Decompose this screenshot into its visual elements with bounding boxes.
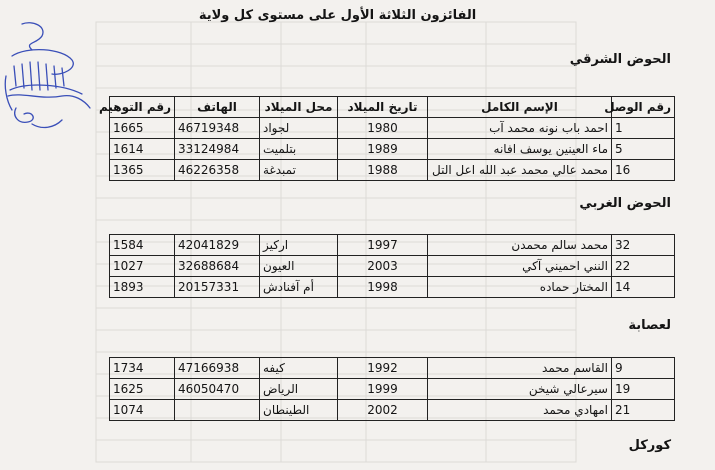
- score-cell: 1665: [110, 118, 175, 139]
- phone-cell: 46226358: [175, 160, 260, 181]
- winners-table-hodh-charghi: [98, 96, 675, 181]
- year-cell: 1998: [338, 277, 428, 298]
- name-cell: امهادي محمد: [428, 400, 612, 421]
- header-receipt: رقم الوصل: [612, 97, 675, 118]
- year-cell: 1988: [338, 160, 428, 181]
- receipt-cell: 22: [612, 256, 675, 277]
- year-cell: 2003: [338, 256, 428, 277]
- score-cell: 1584: [110, 235, 175, 256]
- place-cell: اركيز: [260, 235, 338, 256]
- name-cell: ماء العينين يوسف افانه: [428, 139, 612, 160]
- header-birth-place: محل الميلاد: [260, 97, 338, 118]
- section-title-assaba: لعصابة: [628, 318, 671, 333]
- name-cell: محمد سالم محمدن: [428, 235, 612, 256]
- winners-table-hodh-gharbi: [109, 234, 675, 298]
- place-cell: كيفه: [260, 358, 338, 379]
- table-row: [110, 160, 675, 181]
- receipt-cell: 5: [612, 139, 675, 160]
- phone-cell: 33124984: [175, 139, 260, 160]
- table-row: [110, 235, 675, 256]
- year-cell: 1997: [338, 235, 428, 256]
- score-cell: 1614: [110, 139, 175, 160]
- place-cell: الرياض: [260, 379, 338, 400]
- name-cell: القاسم محمد: [428, 358, 612, 379]
- name-cell: احمد باب نونه محمد آب: [428, 118, 612, 139]
- table-row: [110, 118, 675, 139]
- phone-cell: 46050470: [175, 379, 260, 400]
- year-cell: 1989: [338, 139, 428, 160]
- receipt-cell: 21: [612, 400, 675, 421]
- section-title-hodh-gharbi: الحوض الغربي: [579, 196, 671, 211]
- table-row: [110, 358, 675, 379]
- receipt-cell: 9: [612, 358, 675, 379]
- receipt-cell: 14: [612, 277, 675, 298]
- document-title: الفائزون الثلاثة الأول على مستوى كل ولاية: [198, 8, 477, 23]
- phone-cell: 46719348: [175, 118, 260, 139]
- phone-cell: 42041829: [175, 235, 260, 256]
- score-cell: 1074: [110, 400, 175, 421]
- table-row: [110, 256, 675, 277]
- phone-cell: 32688684: [175, 256, 260, 277]
- phone-cell: 20157331: [175, 277, 260, 298]
- receipt-cell: 16: [612, 160, 675, 181]
- header-phone: الهاتف: [175, 97, 260, 118]
- table-header-row: [110, 97, 675, 118]
- receipt-cell: 1: [612, 118, 675, 139]
- table-row: [110, 379, 675, 400]
- winners-table-assaba: [109, 357, 675, 421]
- score-cell: 1893: [110, 277, 175, 298]
- name-cell: المختار حماده: [428, 277, 612, 298]
- name-cell: سيرعالي شيخن: [428, 379, 612, 400]
- section-title-hodh-charghi: الحوض الشرقي: [569, 52, 671, 67]
- phone-cell: 47166938: [175, 358, 260, 379]
- header-score: رقم التوهيم: [110, 97, 175, 118]
- place-cell: تمبدغة: [260, 160, 338, 181]
- year-cell: 1992: [338, 358, 428, 379]
- score-cell: 1027: [110, 256, 175, 277]
- score-cell: 1625: [110, 379, 175, 400]
- place-cell: بتلميت: [260, 139, 338, 160]
- place-cell: أم آفنادش: [260, 277, 338, 298]
- receipt-cell: 32: [612, 235, 675, 256]
- signature-stamp: [2, 16, 94, 146]
- header-birth-date: تاريخ الميلاد: [338, 97, 428, 118]
- header-full-name: الإسم الكامل: [428, 97, 612, 118]
- phone-cell: [175, 400, 260, 421]
- table-row: [110, 139, 675, 160]
- place-cell: الطينطان: [260, 400, 338, 421]
- name-cell: محمد عالي محمد عبد الله اعل التل: [428, 160, 612, 181]
- year-cell: 1999: [338, 379, 428, 400]
- place-cell: العيون: [260, 256, 338, 277]
- receipt-cell: 19: [612, 379, 675, 400]
- section-title-gorgol: كوركل: [628, 438, 671, 453]
- year-cell: 1980: [338, 118, 428, 139]
- year-cell: 2002: [338, 400, 428, 421]
- table-row: [110, 277, 675, 298]
- table-row: [110, 400, 675, 421]
- place-cell: لجواد: [260, 118, 338, 139]
- name-cell: النني احميني آكي: [428, 256, 612, 277]
- score-cell: 1734: [110, 358, 175, 379]
- score-cell: 1365: [110, 160, 175, 181]
